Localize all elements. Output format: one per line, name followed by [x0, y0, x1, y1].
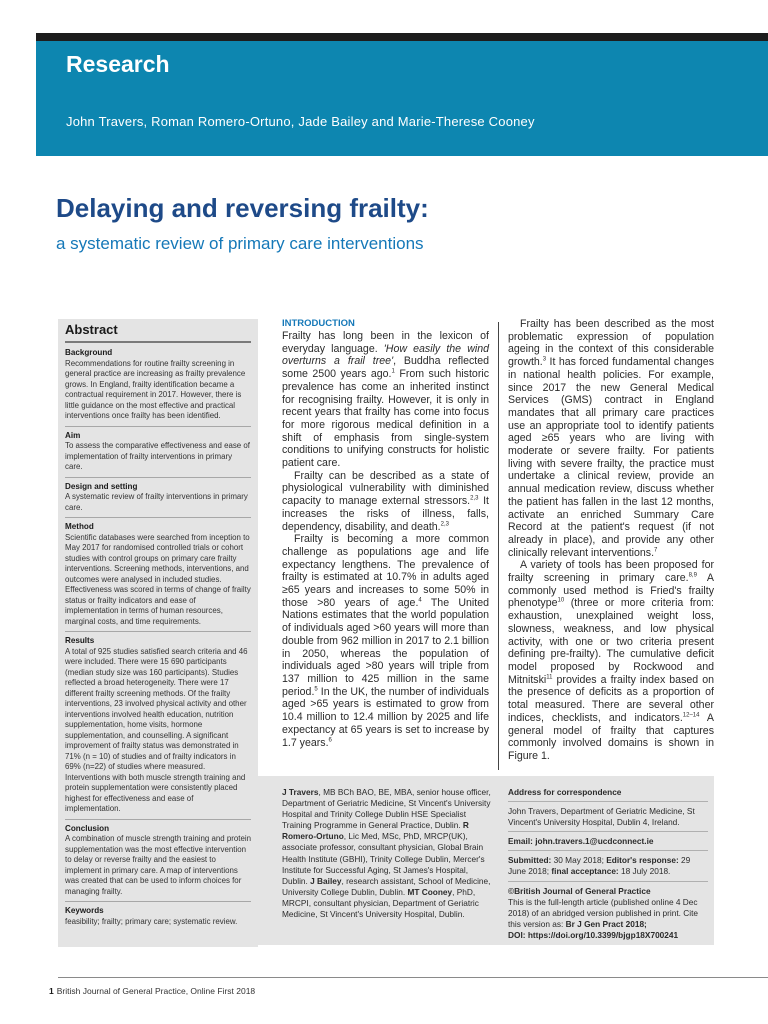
citation: 12–14 — [682, 712, 700, 719]
abstract-subheading: Aim — [65, 430, 81, 440]
copyright-line: ©British Journal of General Practice — [508, 885, 651, 896]
citation: 2,3 — [440, 521, 449, 528]
author-name: R Romero-Ortuno — [282, 820, 469, 842]
abstract-subheading: Conclusion — [65, 823, 110, 833]
body-paragraph: Frailty has been described as the most problematic expression of population ageing in the context of this considerable growth.$^3$ It has forced fundamental changes in national health policies. For example, since 2017 the new General Medical Services (GMS) contract in England mandates that all primary care practices use an appropriate tool to identify patients aged ≥65 years who are living with moderate or severe frailty. For patients living with severe frailty, the practice must undertake a clinical review, provide an annual medication review, discuss whether the patient has fallen in the last 12 months, activate an enriched Summary Care Record at the patient's request (if not already in place), and provide any other clinically relevant interventions.$^7$ — [508, 318, 714, 559]
footer-rule — [58, 977, 768, 978]
citation: 8,9 — [688, 572, 697, 579]
page-number: 1 — [49, 986, 54, 996]
section-label: Research — [66, 51, 170, 77]
author-affiliations: J Travers, MB BCh BAO, BE, MBA, senior house officer, Department of Geriatric Medicine, St Vincent's University Hospital and Trinity College Dublin HSE Specialist Training Programme in General Practice, Dublin. R Romero-Ortuno, Lic Med, MSc, PhD, MRCP(UK), associate professor, consultant physician, Global Brain Health Institute (GBHI), Trinity College Dublin, Mercer's Institute for Successful Aging, St James's Hospital, Dublin. J Bailey, research assistant, School of Medicine, University College Dublin, Dublin. MT Cooney, PhD, MRCPI, consultant physician, Department of Geriatric Medicine, St Vincent's University Hospital, Dublin. — [282, 787, 491, 920]
column-divider — [498, 322, 499, 770]
abstract-text: A combination of muscle strength training and protein supplementation was the most effective intervention to delay or reverse frailty and the easiest to implement in primary care. A map of interventions was created that can be used to inform choices for managing frailty. — [65, 834, 251, 896]
correspondence-email-row — [508, 836, 708, 851]
abstract-section-results — [65, 636, 251, 820]
abstract-section-method — [65, 522, 251, 632]
abstract-text: feasibility; frailty; primary care; systematic review. — [65, 916, 238, 926]
abstract-box — [58, 319, 258, 947]
abstract-text: To assess the comparative effectiveness and ease of implementation of frailty interventions in primary care. — [65, 441, 250, 471]
buddha-quote: 'How easily the wind overturns a frail tree' — [282, 342, 489, 368]
copyright-block — [508, 886, 708, 944]
correspondence-panel — [508, 787, 708, 948]
author-list: John Travers, Roman Romero-Ortuno, Jade Bailey and Marie-Therese Cooney — [66, 114, 535, 129]
citation: 1 — [391, 368, 395, 375]
body-paragraph: Frailty can be described as a state of physiological vulnerability with diminished capacity to manage external stressors.$^{2,3}$ It increases the risks of illness, falls, dependency, disability, and death.$^{2,3}$ — [282, 469, 489, 533]
intro-heading: INTRODUCTION — [282, 318, 355, 329]
citation: 4 — [418, 597, 422, 604]
abstract-subheading: Design and setting — [65, 481, 138, 491]
abstract-subheading: Results — [65, 636, 95, 645]
citation: 10 — [557, 597, 565, 604]
author-name: J Bailey — [310, 875, 342, 886]
correspondence-address: John Travers, Department of Geriatric Medicine, St Vincent's University Hospital, Dublin 4, Ireland. — [508, 806, 708, 832]
abstract-subheading: Background — [65, 348, 113, 357]
abstract-section-background — [65, 348, 251, 427]
correspondence-heading: Address for correspondence — [508, 787, 622, 797]
citation-note: This is the full-length article (published online 4 Dec 2018) of an abridged version published in print. Cite this version as: — [508, 896, 699, 929]
citation: 11 — [546, 674, 553, 681]
submission-dates: Submitted: 30 May 2018; Editor's response: 29 June 2018; final acceptance: 18 July 2018. — [508, 855, 708, 881]
abstract-heading: Abstract — [65, 322, 118, 337]
abstract-rule — [65, 341, 251, 343]
citation: 6 — [328, 736, 332, 743]
page-footer — [49, 986, 255, 996]
citation: 3 — [542, 356, 547, 363]
abstract-section-design — [65, 482, 251, 519]
citation-journal: Br J Gen Pract 2018; — [565, 918, 647, 929]
article-subtitle: a systematic review of primary care interventions — [56, 234, 424, 253]
top-rule — [36, 33, 768, 41]
abstract-text: A systematic review of frailty interventions in primary care. — [65, 492, 248, 512]
correspondence-email[interactable]: Email: john.travers.1@ucdconnect.ie — [508, 836, 654, 847]
abstract-section-aim — [65, 431, 251, 478]
intro-column — [282, 318, 489, 749]
body-paragraph: A variety of tools has been proposed for frailty screening in primary care.$^{8,9}$ A commonly used method is Fried's frailty phenotype$^{10}$ (three or more criteria from: exhaustion, unexplained weight loss, slowness, weakness, and low physical activity, with one or two criteria present defining pre-frailty). The cumulative deficit model proposed by Rockwood and Mitnitski$^{11}$ provides a frailty index based on the presence of deficits as a proportion of total measured. There are several other indices, checklists, and indicators.$^{12-14}$ A general model of frailty that captures commonly involved domains is shown in Figure 1. — [508, 559, 714, 762]
abstract-text: Scientific databases were searched from inception to May 2017 for randomised controlled trials or cohort studies with control groups on primary care frailty interventions. Screening methods, interventions, and outcomes were analysed in included studies. Effectiveness was scored in terms of change of frailty status or frailty indicators and ease of implementation in terms of human resources, marginal costs, and time requirements. — [65, 532, 251, 626]
doi-link[interactable]: DOI: https://doi.org/10.3399/bjgp18X700241 — [508, 929, 679, 940]
abstract-section-conclusion — [65, 824, 251, 903]
body-paragraph: Frailty is becoming a more common challenge as populations age and life expectancy lengthens. The prevalence of frailty is estimated at 10.7% in adults aged ≥65 years and increases to some 50% in those >80 years of age.$^4$ The United Nations estimates that the world population of individuals aged >60 years will more than double from 962 million in 2017 to 2.1 billion in 2050, whereas the population of individuals aged >80 years will triple from 137 million to 425 million in the same period.$^5$ In the UK, the number of individuals aged >65 years is estimated to grow from 10.4 million to 12.4 million by 2025 and life expectancy at 65 years is set to increase by 1.7 years.$^6$ — [282, 533, 489, 749]
citation: 7 — [654, 547, 658, 554]
abstract-text: Recommendations for routine frailty screening in general practice are increasing as frailty prevalence grows. In England, frailty identification became a contractual requirement in 2017. However, there is little guidance on the most effective and practical interventions once frailty has been identified. — [65, 358, 246, 420]
body-paragraph: Frailty has long been in the lexicon of everyday language. 'How easily the wind overturns a frail tree', Buddha reflected some 2500 years ago.$^1$ From such historic prevalence has come an inherited instinct for recognising frailty. However, it is only in recent years that frailty has come into focus for more rigorous medical definition in a shift of emphasis from single-system conditions to unifying constructs for holistic patient care. — [282, 330, 489, 470]
citation: 5 — [314, 686, 318, 693]
research-banner — [36, 41, 768, 156]
citation: 2,3 — [470, 495, 479, 502]
correspondence-heading-row — [508, 787, 708, 802]
abstract-section-keywords — [65, 906, 251, 931]
abstract-text: A total of 925 studies satisfied search criteria and 46 were included. There were 15 690 participants (median study size was 160 participants). Studies reflected a broad heterogeneity. There were 17 different frailty screening methods. Of the frailty interventions, 23 involved physical activity and other interventions involved health education, nutrition supplementation, home visits, hormone supplementation, and counselling. A significant improvement of frailty status was demonstrated in 71% (n = 10) of studies and of frailty indicators in 69% (n=22) of studies where measured. Interventions with both muscle strength training and protein supplementation were consistently placed highest for effectiveness and ease of implementation. — [65, 646, 248, 813]
abstract-subheading: Method — [65, 522, 94, 531]
abstract-subheading: Keywords — [65, 906, 104, 915]
author-name: J Travers — [282, 787, 319, 797]
article-title: Delaying and reversing frailty: — [56, 193, 429, 223]
affiliations-box — [258, 776, 714, 945]
body-column-right — [508, 318, 714, 763]
author-name: MT Cooney — [407, 886, 453, 897]
journal-footer-text: British Journal of General Practice, Online First 2018 — [56, 986, 256, 996]
